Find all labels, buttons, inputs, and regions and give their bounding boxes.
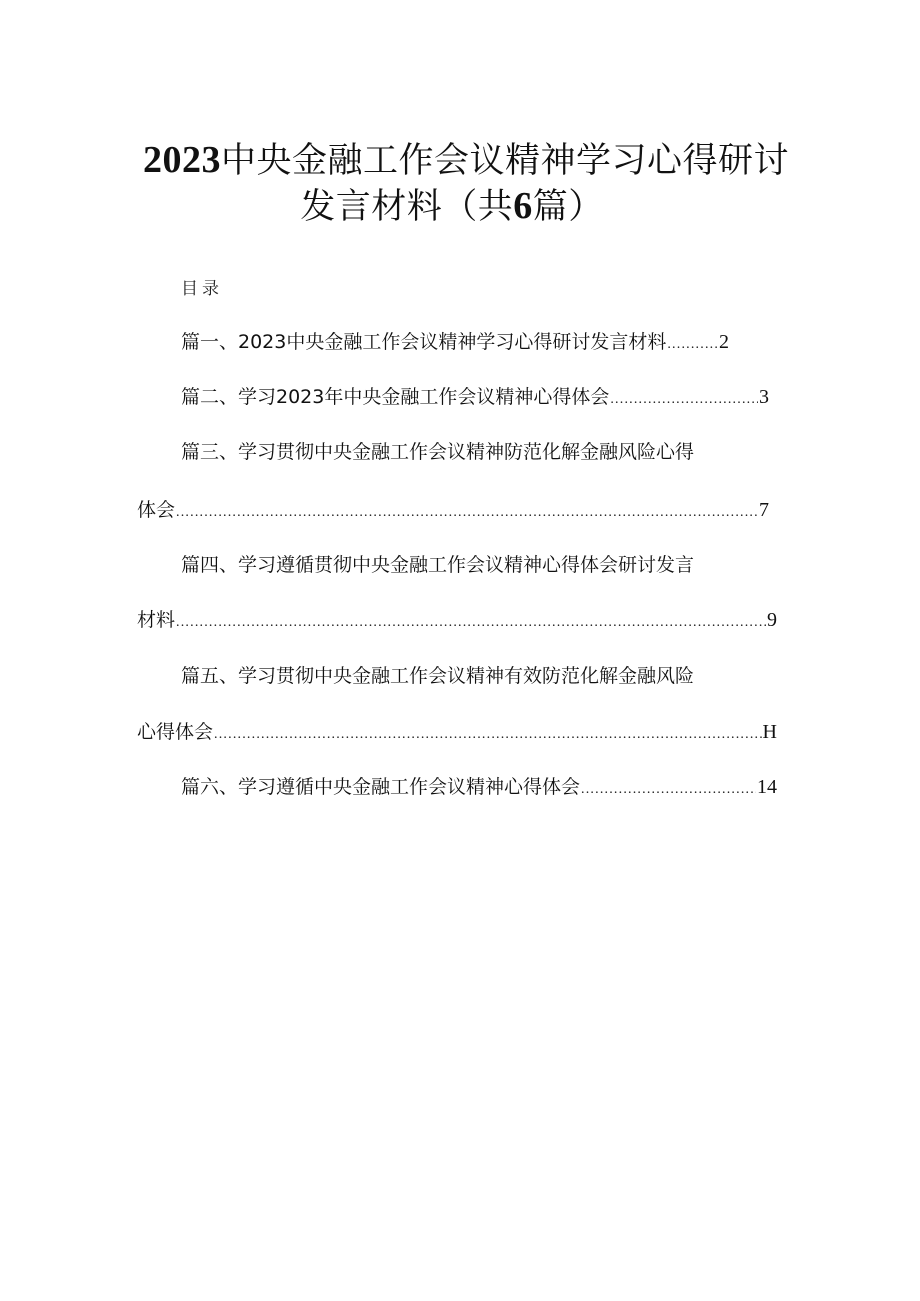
- toc-leader-dots: [176, 610, 766, 636]
- toc-entry-3-text: 篇三、学习贯彻中央金融工作会议精神防范化解金融风险心得: [181, 441, 695, 463]
- toc-heading: 目录: [181, 279, 223, 299]
- toc-entry-3-continuation[interactable]: [137, 497, 769, 523]
- toc-leader-dots: [176, 500, 758, 526]
- toc-leader-dots: [214, 722, 762, 748]
- toc-entry-1[interactable]: [181, 329, 729, 355]
- toc-entry-1-text: 篇一、2023中央金融工作会议精神学习心得研讨发言材料: [181, 331, 667, 353]
- toc-entry-3[interactable]: [181, 439, 694, 465]
- toc-entry-5[interactable]: [181, 663, 694, 689]
- toc-entry-1-page: 2: [719, 331, 729, 353]
- toc-entry-6-text: 篇六、学习遵循中央金融工作会议精神心得体会: [181, 776, 581, 798]
- title-text-1: 中央金融工作会议精神学习心得研讨: [220, 141, 789, 181]
- toc-entry-2[interactable]: [181, 384, 769, 410]
- toc-entry-4-text-cont: 材料: [137, 609, 176, 631]
- toc-entry-3-text-cont: 体会: [137, 499, 176, 521]
- toc-entry-6[interactable]: [181, 774, 777, 800]
- toc-entry-4-page: 9: [767, 609, 777, 631]
- title-suffix-2: 篇）: [532, 187, 604, 227]
- title-count: 6: [513, 185, 533, 227]
- toc-leader-dots: [610, 387, 758, 413]
- toc-entry-3-page: 7: [759, 499, 769, 521]
- toc-leader-dots: [581, 777, 756, 803]
- title-year: 2023: [142, 139, 221, 181]
- toc-entry-4[interactable]: [181, 552, 694, 578]
- toc-entry-5-text-cont: 心得体会: [137, 721, 214, 743]
- document-title-line-2: [0, 184, 912, 229]
- toc-entry-5-text: 篇五、学习贯彻中央金融工作会议精神有效防范化解金融风险: [181, 665, 695, 687]
- title-prefix-2: 发言材料（共: [300, 187, 514, 227]
- toc-entry-4-text: 篇四、学习遵循贯彻中央金融工作会议精神心得体会研讨发言: [181, 554, 695, 576]
- toc-entry-2-text: 篇二、学习2023年中央金融工作会议精神心得体会: [181, 386, 610, 408]
- toc-entry-4-continuation[interactable]: [137, 607, 777, 633]
- toc-entry-6-page: 14: [757, 776, 777, 798]
- toc-leader-dots: [667, 332, 718, 358]
- toc-entry-2-page: 3: [759, 386, 769, 408]
- toc-entry-5-page: H: [762, 721, 777, 743]
- toc-entry-5-continuation[interactable]: [137, 719, 777, 745]
- document-title-line-1: [0, 138, 920, 183]
